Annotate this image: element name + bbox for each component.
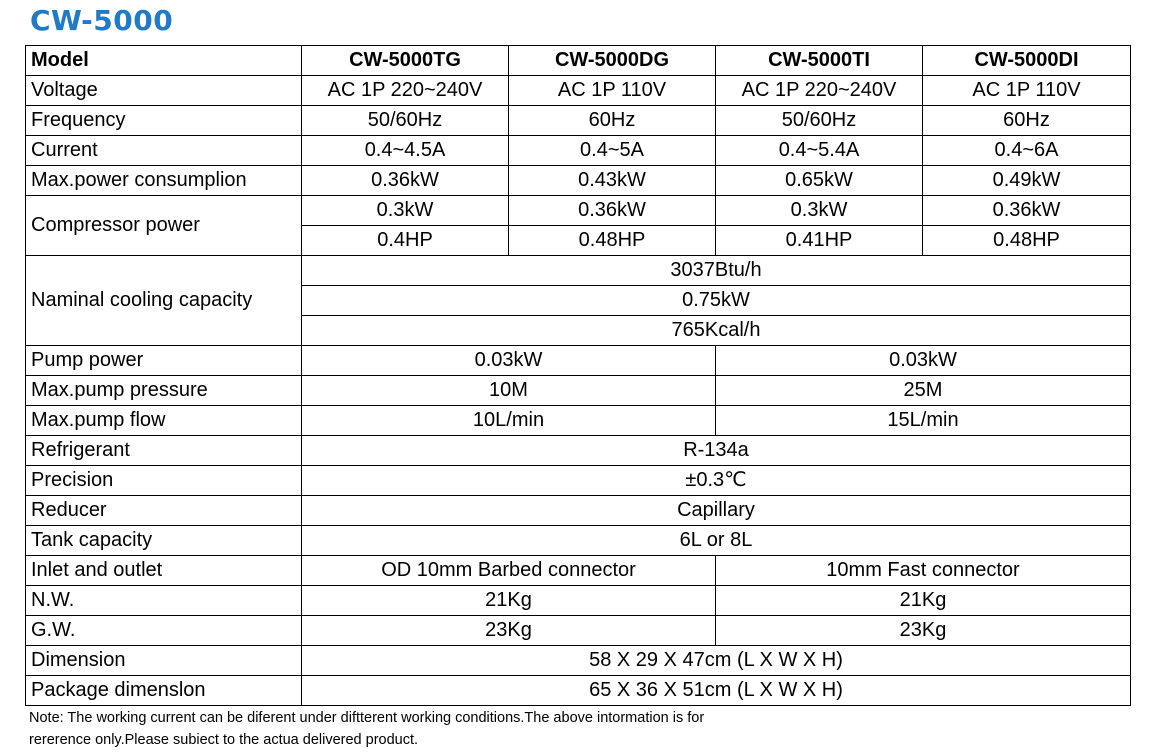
row-label: Pump power — [26, 346, 302, 376]
value-cell: 50/60Hz — [302, 106, 509, 136]
value-cell: 0.49kW — [923, 166, 1131, 196]
table-row-reducer — [26, 496, 1131, 526]
value-cell: AC 1P 110V — [923, 76, 1131, 106]
value-cell: AC 1P 220~240V — [716, 76, 923, 106]
value-cell: 0.4HP — [302, 226, 509, 256]
value-cell: 0.03kW — [302, 346, 716, 376]
table-row-precision — [26, 466, 1131, 496]
value-cell: 60Hz — [509, 106, 716, 136]
table-row-model — [26, 46, 1131, 76]
row-label: Package dimenslon — [26, 676, 302, 706]
value-cell: 0.36kW — [923, 196, 1131, 226]
table-row-current — [26, 136, 1131, 166]
value-cell: OD 10mm Barbed connector — [302, 556, 716, 586]
model-header-cell: CW-5000TG — [302, 46, 509, 76]
row-label: Frequency — [26, 106, 302, 136]
value-cell: 3037Btu/h — [302, 256, 1131, 286]
value-cell: 0.41HP — [716, 226, 923, 256]
table-row-pump-flow — [26, 406, 1131, 436]
table-row-tank — [26, 526, 1131, 556]
value-cell: AC 1P 110V — [509, 76, 716, 106]
value-cell: 50/60Hz — [716, 106, 923, 136]
value-cell: 0.3kW — [716, 196, 923, 226]
value-cell: 0.36kW — [509, 196, 716, 226]
value-cell: 58 X 29 X 47cm (L X W X H) — [302, 646, 1131, 676]
table-row-package — [26, 676, 1131, 706]
row-label: Voltage — [26, 76, 302, 106]
row-label: Max.pump flow — [26, 406, 302, 436]
row-label: Dimension — [26, 646, 302, 676]
model-header-cell: CW-5000TI — [716, 46, 923, 76]
value-cell: 0.48HP — [923, 226, 1131, 256]
value-cell: Capillary — [302, 496, 1131, 526]
table-row-voltage — [26, 76, 1131, 106]
value-cell: 23Kg — [716, 616, 1131, 646]
row-label: Reducer — [26, 496, 302, 526]
row-label: Max.power consumplion — [26, 166, 302, 196]
value-cell: 10L/min — [302, 406, 716, 436]
value-cell: 0.4~4.5A — [302, 136, 509, 166]
row-label: Naminal cooling capacity — [26, 256, 302, 346]
value-cell: 0.43kW — [509, 166, 716, 196]
row-label: N.W. — [26, 586, 302, 616]
row-label: Max.pump pressure — [26, 376, 302, 406]
table-row-gw — [26, 616, 1131, 646]
row-label: Model — [26, 46, 302, 76]
value-cell: 23Kg — [302, 616, 716, 646]
spec-table — [25, 45, 1131, 706]
value-cell: AC 1P 220~240V — [302, 76, 509, 106]
table-row-refrigerant — [26, 436, 1131, 466]
page-title: CW-5000 — [30, 4, 174, 37]
value-cell: 25M — [716, 376, 1131, 406]
table-row-pump-power — [26, 346, 1131, 376]
value-cell: 10M — [302, 376, 716, 406]
value-cell: 0.48HP — [509, 226, 716, 256]
row-label: Compressor power — [26, 196, 302, 256]
table-row-dimension — [26, 646, 1131, 676]
table-row-max-power — [26, 166, 1131, 196]
model-header-cell: CW-5000DI — [923, 46, 1131, 76]
row-label: Precision — [26, 466, 302, 496]
value-cell: 0.4~5A — [509, 136, 716, 166]
value-cell: 0.36kW — [302, 166, 509, 196]
value-cell: 0.03kW — [716, 346, 1131, 376]
value-cell: 6L or 8L — [302, 526, 1131, 556]
table-row-cooling-btu — [26, 256, 1131, 286]
footnote — [29, 707, 1129, 751]
value-cell: 15L/min — [716, 406, 1131, 436]
footnote-line: Note: The working current can be diferent under diftterent working conditions.The above intormation is for — [29, 710, 705, 726]
value-cell: 0.4~6A — [923, 136, 1131, 166]
row-label: Inlet and outlet — [26, 556, 302, 586]
value-cell: 65 X 36 X 51cm (L X W X H) — [302, 676, 1131, 706]
value-cell: 0.4~5.4A — [716, 136, 923, 166]
row-label: Current — [26, 136, 302, 166]
row-label: Tank capacity — [26, 526, 302, 556]
value-cell: 60Hz — [923, 106, 1131, 136]
value-cell: 0.3kW — [302, 196, 509, 226]
value-cell: 21Kg — [302, 586, 716, 616]
table-row-compressor-kw — [26, 196, 1131, 226]
table-row-inlet — [26, 556, 1131, 586]
footnote-line: rererence only.Please subiect to the actua delivered product. — [29, 732, 419, 748]
value-cell: 0.75kW — [302, 286, 1131, 316]
table-row-nw — [26, 586, 1131, 616]
value-cell: 765Kcal/h — [302, 316, 1131, 346]
table-row-pump-pressure — [26, 376, 1131, 406]
model-header-cell: CW-5000DG — [509, 46, 716, 76]
value-cell: R-134a — [302, 436, 1131, 466]
value-cell: 10mm Fast connector — [716, 556, 1131, 586]
value-cell: 0.65kW — [716, 166, 923, 196]
table-row-frequency — [26, 106, 1131, 136]
value-cell: ±0.3℃ — [302, 466, 1131, 496]
row-label: Refrigerant — [26, 436, 302, 466]
value-cell: 21Kg — [716, 586, 1131, 616]
row-label: G.W. — [26, 616, 302, 646]
